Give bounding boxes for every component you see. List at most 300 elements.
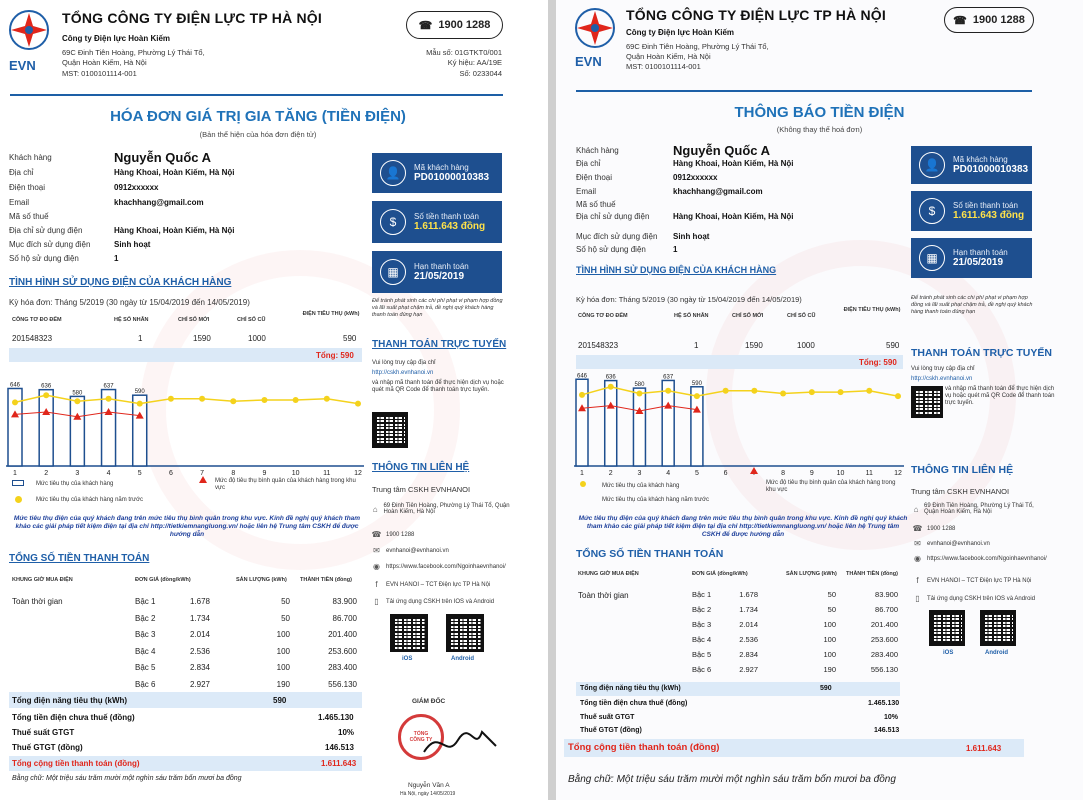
contact-center: Trung tâm CSKH EVNHANOI: [911, 487, 1010, 496]
col-old: CHỈ SỐ CŨ: [787, 313, 816, 319]
billing-slot: Toàn thời gian: [12, 597, 63, 606]
android-label: Android: [985, 650, 1008, 656]
usage-total: Tổng: 590: [316, 351, 354, 360]
tier-price: 2.927: [189, 679, 210, 689]
vat-rate-value: 10%: [884, 714, 899, 721]
bar-label-4: 637: [103, 383, 114, 390]
prev-year-point-9: [809, 389, 815, 395]
grand-label: Tổng cộng tiền thanh toán (đồng): [568, 742, 720, 753]
customer-households: 1: [673, 245, 678, 254]
x-tick-1: 1: [13, 470, 17, 476]
bar-label-4: 637: [663, 374, 674, 381]
address-line1: 69C Đinh Tiên Hoàng, Phường Lý Thái Tổ,: [626, 42, 769, 51]
contact-facebook: https://www.facebook.com/Ngoinhaevnhanoi/: [386, 563, 506, 570]
customer-use-address: Hàng Khoai, Hoàn Kiếm, Hà Nội: [114, 226, 235, 235]
bar-month-2: [605, 381, 617, 466]
customer-households: 1: [114, 254, 119, 263]
bar-label-3: 580: [72, 390, 83, 397]
usage-note: Mức tiêu thụ điện của quý khách đang trên mức tiêu thụ bình quân trong khu vực. Kính đề nghị quý khách tham khảo các giải pháp tiết kiệm điện tại địa chỉ http://tietkiemnangluong.vn/ hoặc liên hệ Trung tâm CSKH để được hướng dẫn: [13, 515, 361, 538]
logo-text: EVN: [9, 58, 36, 73]
customer-purpose: Sinh hoạt: [673, 232, 710, 241]
phone-icon: ☎: [953, 14, 967, 27]
customer-email: khachhang@gmail.com: [114, 198, 204, 207]
hotline-badge[interactable]: [406, 11, 503, 39]
legend-area-swatch: [199, 476, 207, 483]
tax-code: MST: 0100101114-001: [62, 69, 137, 78]
usage-chart: [6, 368, 364, 476]
label-customer: Khách hàng: [9, 153, 52, 162]
legend-bar-swatch: [12, 480, 24, 486]
prev-year-point-11: [324, 396, 330, 402]
branch-name: Công ty Điện lực Hoàn Kiếm: [626, 28, 735, 37]
tier-amount: 283.400: [870, 650, 898, 659]
money-icon: $: [380, 209, 406, 235]
contact-fanpage-row[interactable]: [372, 580, 490, 589]
col-price: ĐƠN GIÁ (đồng/kWh): [692, 571, 748, 577]
meter-new: 1590: [193, 334, 211, 343]
card-amount-value: 1.611.643 đồng: [953, 210, 1025, 221]
label-tax: Mã số thuế: [576, 200, 616, 209]
x-tick-9: 9: [809, 470, 814, 476]
contact-facebook-row[interactable]: [913, 554, 1047, 563]
android-qr-code[interactable]: [446, 614, 484, 652]
prev-year-point-2: [608, 384, 614, 390]
company-name: TỔNG CÔNG TY ĐIỆN LỰC TP HÀ NỘI: [62, 10, 322, 26]
pretax-value: 1.465.130: [318, 713, 354, 722]
ios-label: iOS: [943, 650, 954, 656]
label-phone: Điện thoại: [576, 173, 613, 182]
signer-name: Nguyễn Văn A: [408, 782, 450, 789]
phone-icon: ☎: [912, 524, 923, 533]
x-tick-4: 4: [666, 470, 671, 476]
vat-value: 146.513: [874, 727, 900, 734]
tier-price: 2.536: [739, 635, 758, 644]
tier-qty: 100: [823, 635, 836, 644]
col-slot: KHUNG GIỜ MUA ĐIỆN: [12, 577, 73, 583]
invoice-symbol: Ký hiệu: AA/19E: [447, 58, 502, 67]
bar-label-3: 580: [634, 382, 645, 389]
online-payment-title: THANH TOÁN TRỰC TUYẾN: [911, 347, 1052, 359]
location-icon: ⌂: [913, 504, 919, 514]
contact-phone: 1900 1288: [386, 531, 415, 538]
email-icon: ✉: [914, 539, 921, 548]
tier-amount: 556.130: [328, 679, 357, 689]
hotline-number: 1900 1288: [972, 14, 1025, 26]
contact-fanpage: EVN HANOI – TCT Điện lực TP Hà Nội: [927, 577, 1032, 584]
company-name: TỔNG CÔNG TY ĐIỆN LỰC TP HÀ NỘI: [626, 7, 886, 23]
amount-in-words: Bằng chữ: Một triệu sáu trăm mười một nghìn sáu trăm bốn mươi ba đồng: [12, 775, 242, 782]
card-due-label: Hạn thanh toán: [953, 248, 1008, 257]
hotline-number: 1900 1288: [438, 19, 491, 31]
contact-center: Trung tâm CSKH EVNHANOI: [372, 485, 471, 494]
prev-year-point-10: [293, 397, 299, 403]
grand-value: 1.611.643: [966, 744, 1002, 753]
doc-subtitle: (Không thay thế hoá đơn): [776, 125, 863, 134]
contact-title: THÔNG TIN LIÊN HỆ: [911, 464, 1014, 476]
card-amount-label: Số tiền thanh toán: [414, 212, 479, 221]
prev-year-point-8: [230, 398, 236, 404]
due-warning: Để tránh phát sinh các chi phí phạt vi phạm hợp đồng và lãi suất phạt chậm trả, đề nghị quý khách hàng thanh toán đúng hạn: [911, 295, 1033, 315]
tier-price: 1.734: [739, 605, 758, 614]
address-line2: Quận Hoàn Kiếm, Hà Nội: [62, 58, 147, 67]
customer-email: khachhang@gmail.com: [673, 187, 763, 196]
globe-icon: ◉: [373, 562, 380, 571]
tier-name: Bậc 1: [135, 597, 156, 606]
label-email: Email: [9, 198, 30, 207]
customer-address: Hàng Khoai, Hoàn Kiếm, Hà Nội: [673, 159, 794, 168]
bar-month-3: [70, 396, 84, 466]
tier-name: Bậc 2: [692, 605, 712, 614]
ios-qr-code[interactable]: [929, 610, 965, 646]
logo-text: EVN: [575, 54, 602, 69]
x-tick-8: 8: [781, 470, 786, 476]
contact-app-row: [913, 594, 1035, 603]
phone-icon: ☎: [418, 19, 433, 32]
ios-qr-code[interactable]: [390, 614, 428, 652]
customer-name: Nguyễn Quốc A: [673, 143, 771, 158]
user-icon: 👤: [380, 160, 406, 186]
prev-year-line: [582, 387, 898, 396]
x-tick-10: 10: [291, 470, 300, 476]
facebook-icon: f: [916, 576, 919, 585]
branch-name: Công ty Điện lực Hoàn Kiếm: [62, 34, 171, 43]
prev-year-point-9: [261, 397, 267, 403]
tier-qty: 100: [276, 646, 290, 656]
prev-year-point-12: [355, 401, 361, 407]
card-code-value: PD01000010383: [414, 172, 490, 183]
header-rule: [576, 90, 1032, 92]
tier-price: 2.834: [189, 663, 210, 672]
bar-month-3: [633, 388, 645, 466]
label-households: Số hộ sử dụng điện: [9, 254, 79, 263]
col-factor: HỆ SỐ NHÂN: [674, 313, 709, 319]
online-url-link[interactable]: http://cskh.evnhanoi.vn: [372, 370, 434, 376]
customer-address: Hàng Khoai, Hoàn Kiếm, Hà Nội: [114, 168, 235, 177]
customer-purpose: Sinh hoạt: [114, 240, 151, 249]
x-tick-7: 7: [752, 470, 757, 476]
legend-prev-year: Mức tiêu thụ của khách hàng năm trước: [36, 497, 144, 503]
contact-email: evnhanoi@evnhanoi.vn: [927, 540, 990, 547]
vat-rate-label: Thuế suất GTGT: [580, 714, 635, 721]
contact-email-row[interactable]: [913, 539, 990, 548]
pretax-label: Tổng tiền điện chưa thuế (đồng): [12, 713, 135, 722]
card-amount: [372, 201, 502, 243]
prev-year-point-8: [780, 390, 786, 396]
vat-rate-value: 10%: [338, 728, 355, 737]
bar-month-2: [39, 390, 53, 466]
x-tick-7: 7: [200, 470, 205, 476]
x-tick-8: 8: [231, 470, 236, 476]
prev-year-point-5: [137, 401, 143, 407]
col-meter: CÔNG TƠ ĐO ĐẾM: [578, 313, 628, 319]
x-tick-1: 1: [580, 470, 584, 476]
contact-title: THÔNG TIN LIÊN HỆ: [372, 462, 470, 473]
customer-use-address: Hàng Khoai, Hoàn Kiếm, Hà Nội: [673, 212, 794, 221]
label-purpose: Mục đích sử dụng điện: [9, 240, 91, 249]
usage-period: Kỳ hóa đơn: Tháng 5/2019 (30 ngày từ 15/04/2019 đến 14/05/2019): [9, 298, 250, 307]
evn-logo: [6, 8, 52, 74]
billing-section-title: TỔNG SỐ TIỀN THANH TOÁN: [9, 553, 150, 564]
tier-amount: 83.900: [332, 597, 357, 606]
contact-facebook-row[interactable]: [372, 562, 506, 571]
meter-kwh: 590: [886, 341, 900, 350]
online-line2: và nhập mã thanh toán để thực hiện dịch vụ hoặc quét mã QR Code để thanh toán trực tuyến.: [372, 380, 504, 393]
card-amount-label: Số tiền thanh toán: [953, 201, 1018, 210]
tier-name: Bậc 6: [135, 679, 156, 689]
bar-label-5: 590: [691, 380, 702, 387]
card-due-value: 21/05/2019: [414, 271, 465, 282]
contact-app: Tải ứng dụng CSKH trên IOS và Android: [386, 598, 495, 605]
facebook-icon: f: [375, 580, 378, 589]
grand-label: Tổng cộng tiền thanh toán (đồng): [12, 759, 140, 768]
pretax-label: Tổng tiền điện chưa thuế (đồng): [580, 700, 688, 707]
contact-email: evnhanoi@evnhanoi.vn: [386, 547, 449, 554]
billing-slot: Toàn thời gian: [578, 591, 629, 600]
col-amount: THÀNH TIỀN (đồng): [300, 577, 352, 583]
address-line1: 69C Đinh Tiên Hoàng, Phường Lý Thái Tổ,: [62, 48, 205, 57]
meter-old: 1000: [248, 334, 266, 343]
amount-in-words: Bằng chữ: Một triệu sáu trăm mười một nghìn sáu trăm bốn mươi ba đồng: [568, 774, 896, 785]
prev-year-point-4: [106, 396, 112, 402]
usage-note: Mức tiêu thụ điện của quý khách đang trên mức tiêu thụ bình quân trong khu vực. Kính đề nghị quý khách tham khảo các giải pháp tiết kiệm điện tại địa chỉ http://tietkiemnangluong.vn/ hoặc liên hệ Trung tâm CSKH để được hướng dẫn: [578, 515, 908, 538]
tier-amount: 86.700: [875, 605, 898, 614]
contact-phone-row[interactable]: [913, 524, 955, 533]
tier-price: 1.734: [189, 613, 210, 623]
col-qty: SẢN LƯỢNG (kWh): [236, 577, 287, 583]
contact-phone-row[interactable]: [372, 530, 414, 539]
label-tax: Mã số thuế: [9, 212, 49, 221]
email-icon: ✉: [373, 546, 380, 555]
tier-qty: 100: [823, 650, 836, 659]
tier-price: 2.014: [739, 620, 758, 629]
meter-factor: 1: [694, 341, 699, 350]
vat-label: Thuế GTGT (đồng): [12, 743, 83, 752]
prev-year-point-4: [665, 388, 671, 394]
bar-label-2: 636: [41, 383, 52, 390]
contact-email-row[interactable]: [372, 546, 449, 555]
usage-chart: [574, 368, 904, 476]
x-tick-4: 4: [106, 470, 111, 476]
tier-qty: 50: [281, 597, 290, 606]
user-icon: 👤: [919, 152, 945, 178]
card-code-label: Mã khách hàng: [414, 163, 469, 172]
customer-name: Nguyễn Quốc A: [114, 150, 212, 165]
total-band: [576, 355, 903, 369]
col-price: ĐƠN GIÁ (đồng/kWh): [135, 577, 191, 583]
contact-app: Tải ứng dụng CSKH trên IOS và Android: [927, 595, 1036, 602]
card-customer-code: [372, 153, 502, 193]
prev-year-point-6: [168, 396, 174, 402]
legend-customer: Mức tiêu thụ của khách hàng: [36, 481, 114, 487]
card-due-label: Hạn thanh toán: [414, 262, 469, 271]
x-tick-12: 12: [354, 470, 362, 476]
payment-qr-code[interactable]: [911, 386, 943, 418]
label-customer: Khách hàng: [576, 146, 619, 155]
online-url-link[interactable]: http://cskh.evnhanoi.vn: [911, 376, 973, 382]
payment-qr-code[interactable]: [372, 412, 408, 448]
online-line1: Vui lòng truy cập địa chỉ: [372, 360, 436, 366]
location-icon: ⌂: [372, 504, 378, 514]
x-tick-5: 5: [137, 470, 142, 476]
card-code-value: PD01000010383: [953, 164, 1029, 175]
tier-qty: 100: [276, 663, 290, 672]
card-due: [372, 251, 502, 293]
bar-label-5: 590: [134, 389, 145, 396]
sum-kwh-label: Tổng điện năng tiêu thụ (kWh): [12, 696, 128, 705]
bar-label-1: 646: [9, 382, 21, 389]
tax-code: MST: 0100101114-001: [626, 62, 701, 71]
usage-section-title: TÌNH HÌNH SỬ DỤNG ĐIỆN CỦA KHÁCH HÀNG: [9, 277, 232, 288]
signature-mark: [420, 722, 500, 762]
tier-name: Bậc 4: [692, 635, 712, 644]
card-amount-value: 1.611.643 đồng: [414, 221, 486, 232]
col-kwh: ĐIỆN TIÊU THỤ (kWh): [302, 311, 360, 317]
contact-facebook: https://www.facebook.com/Ngoinhaevnhanoi/: [927, 555, 1047, 562]
x-tick-11: 11: [865, 470, 873, 476]
sum-kwh-value: 590: [273, 696, 287, 705]
legend-prev-year: Mức tiêu thụ của khách hàng năm trước: [602, 497, 710, 503]
grand-value: 1.611.643: [321, 759, 357, 768]
vat-label: Thuế GTGT (đồng): [580, 727, 642, 734]
calendar-icon: ▦: [380, 259, 406, 285]
tier-name: Bậc 1: [692, 590, 712, 599]
contact-address-row: [913, 503, 1043, 515]
x-tick-5: 5: [694, 470, 699, 476]
legend-customer: Mức tiêu thụ của khách hàng: [602, 483, 680, 489]
x-tick-2: 2: [44, 470, 49, 476]
x-tick-9: 9: [262, 470, 267, 476]
mobile-icon: ▯: [374, 597, 379, 606]
tier-amount: 201.400: [870, 620, 898, 629]
tier-qty: 190: [823, 665, 836, 674]
bar-label-2: 636: [605, 374, 616, 381]
label-households: Số hộ sử dụng điện: [576, 245, 646, 254]
card-due-value: 21/05/2019: [953, 257, 1004, 268]
tier-price: 2.927: [739, 665, 758, 674]
legend-prev-swatch: [15, 496, 22, 503]
contact-app-row: [372, 597, 494, 606]
contact-fanpage-row[interactable]: [913, 576, 1031, 585]
meter-old: 1000: [797, 341, 815, 350]
prev-year-point-5: [694, 393, 700, 399]
tier-price: 1.678: [189, 597, 210, 606]
col-qty: SẢN LƯỢNG (kWh): [786, 571, 837, 577]
x-tick-6: 6: [168, 470, 173, 476]
invoice-number: Số: 0233044: [459, 69, 502, 78]
prev-year-point-6: [723, 388, 729, 394]
col-old: CHỈ SỐ CŨ: [237, 317, 266, 323]
x-tick-2: 2: [608, 470, 613, 476]
tier-price: 2.014: [189, 630, 210, 639]
col-factor: HỆ SỐ NHÂN: [114, 317, 149, 323]
contact-address-row: [372, 503, 512, 515]
tier-amount: 201.400: [328, 630, 357, 639]
tier-amount: 86.700: [332, 613, 357, 623]
label-email: Email: [576, 187, 597, 196]
signer-role: GIÁM ĐỐC: [412, 698, 446, 705]
label-address: Địa chỉ: [9, 168, 34, 177]
legend-area-swatch: [750, 467, 758, 474]
col-kwh: ĐIỆN TIÊU THỤ (kWh): [843, 307, 901, 313]
contact-phone: 1900 1288: [927, 525, 956, 532]
bar-label-1: 646: [576, 373, 588, 380]
pretax-value: 1.465.130: [868, 700, 900, 707]
tier-qty: 190: [276, 679, 290, 689]
ios-label: iOS: [402, 656, 413, 662]
label-use-address: Địa chỉ sử dụng điện: [576, 212, 650, 221]
col-new: CHỈ SỐ MỚI: [178, 317, 210, 323]
col-meter: CÔNG TƠ ĐO ĐẾM: [12, 317, 62, 323]
x-tick-12: 12: [894, 470, 902, 476]
signature-date: Hà Nội, ngày 14/05/2019: [400, 791, 456, 797]
card-code-label: Mã khách hàng: [953, 155, 1008, 164]
x-tick-3: 3: [637, 470, 642, 476]
tier-qty: 100: [823, 620, 836, 629]
prev-year-point-1: [579, 392, 585, 398]
tier-name: Bậc 5: [692, 650, 712, 659]
tier-amount: 283.400: [328, 663, 357, 672]
tier-price: 1.678: [739, 590, 758, 599]
x-tick-3: 3: [75, 470, 80, 476]
hotline-badge[interactable]: [944, 7, 1034, 33]
calendar-icon: ▦: [919, 245, 945, 271]
contact-address: 69 Đinh Tiên Hoàng, Phường Lý Thái Tổ, Quận Hoàn Kiếm, Hà Nội: [383, 503, 510, 515]
tier-name: Bậc 5: [135, 663, 156, 672]
billing-section-title: TỔNG SỐ TIỀN THANH TOÁN: [576, 548, 724, 560]
label-use-address: Địa chỉ sử dụng điện: [9, 226, 83, 235]
col-new: CHỈ SỐ MỚI: [732, 313, 764, 319]
label-address: Địa chỉ: [576, 159, 601, 168]
col-amount: THÀNH TIỀN (đồng): [846, 571, 898, 577]
tier-qty: 50: [827, 605, 836, 614]
money-icon: $: [919, 198, 945, 224]
customer-phone: 0912xxxxxx: [114, 183, 159, 192]
tier-price: 2.834: [739, 650, 758, 659]
prev-year-line: [15, 395, 358, 403]
android-qr-code[interactable]: [980, 610, 1016, 646]
prev-year-point-7: [199, 396, 205, 402]
tier-amount: 253.600: [328, 646, 357, 656]
vat-value: 146.513: [325, 743, 354, 752]
card-customer-code: [911, 146, 1032, 184]
tier-qty: 50: [827, 590, 836, 599]
label-purpose: Mục đích sử dụng điện: [576, 232, 658, 241]
card-amount: [911, 191, 1032, 231]
usage-section-title: TÌNH HÌNH SỬ DỤNG ĐIỆN CỦA KHÁCH HÀNG: [576, 265, 777, 275]
meter-kwh: 590: [343, 334, 357, 343]
legend-area-avg: Mức độ tiêu thụ bình quân của khách hàng trong khu vực: [215, 478, 356, 491]
online-payment-title: THANH TOÁN TRỰC TUYẾN: [372, 339, 507, 350]
customer-phone: 0912xxxxxx: [673, 173, 718, 182]
meter-id: 201548323: [12, 334, 53, 343]
prev-year-point-10: [838, 389, 844, 395]
meter-new: 1590: [745, 341, 763, 350]
tier-name: Bậc 2: [135, 613, 156, 623]
legend-prev-swatch: [580, 481, 586, 487]
prev-year-point-7: [751, 388, 757, 394]
address-line2: Quận Hoàn Kiếm, Hà Nội: [626, 52, 711, 61]
online-line2: và nhập mã thanh toán để thực hiện dịch vụ hoặc quét mã QR Code để thanh toán trực tuyến.: [945, 386, 1055, 406]
tier-qty: 100: [276, 630, 290, 639]
vat-rate-label: Thuế suất GTGT: [12, 728, 75, 737]
card-due: [911, 238, 1032, 278]
prev-year-point-3: [74, 398, 80, 404]
invoice-form: Mẫu số: 01GTKT0/001: [426, 48, 502, 57]
tier-qty: 50: [281, 613, 290, 623]
usage-period: Kỳ hóa đơn: Tháng 5/2019 (30 ngày từ 15/04/2019 đến 14/05/2019): [576, 295, 802, 304]
tier-name: Bậc 3: [135, 630, 156, 639]
prev-year-point-1: [12, 399, 18, 405]
